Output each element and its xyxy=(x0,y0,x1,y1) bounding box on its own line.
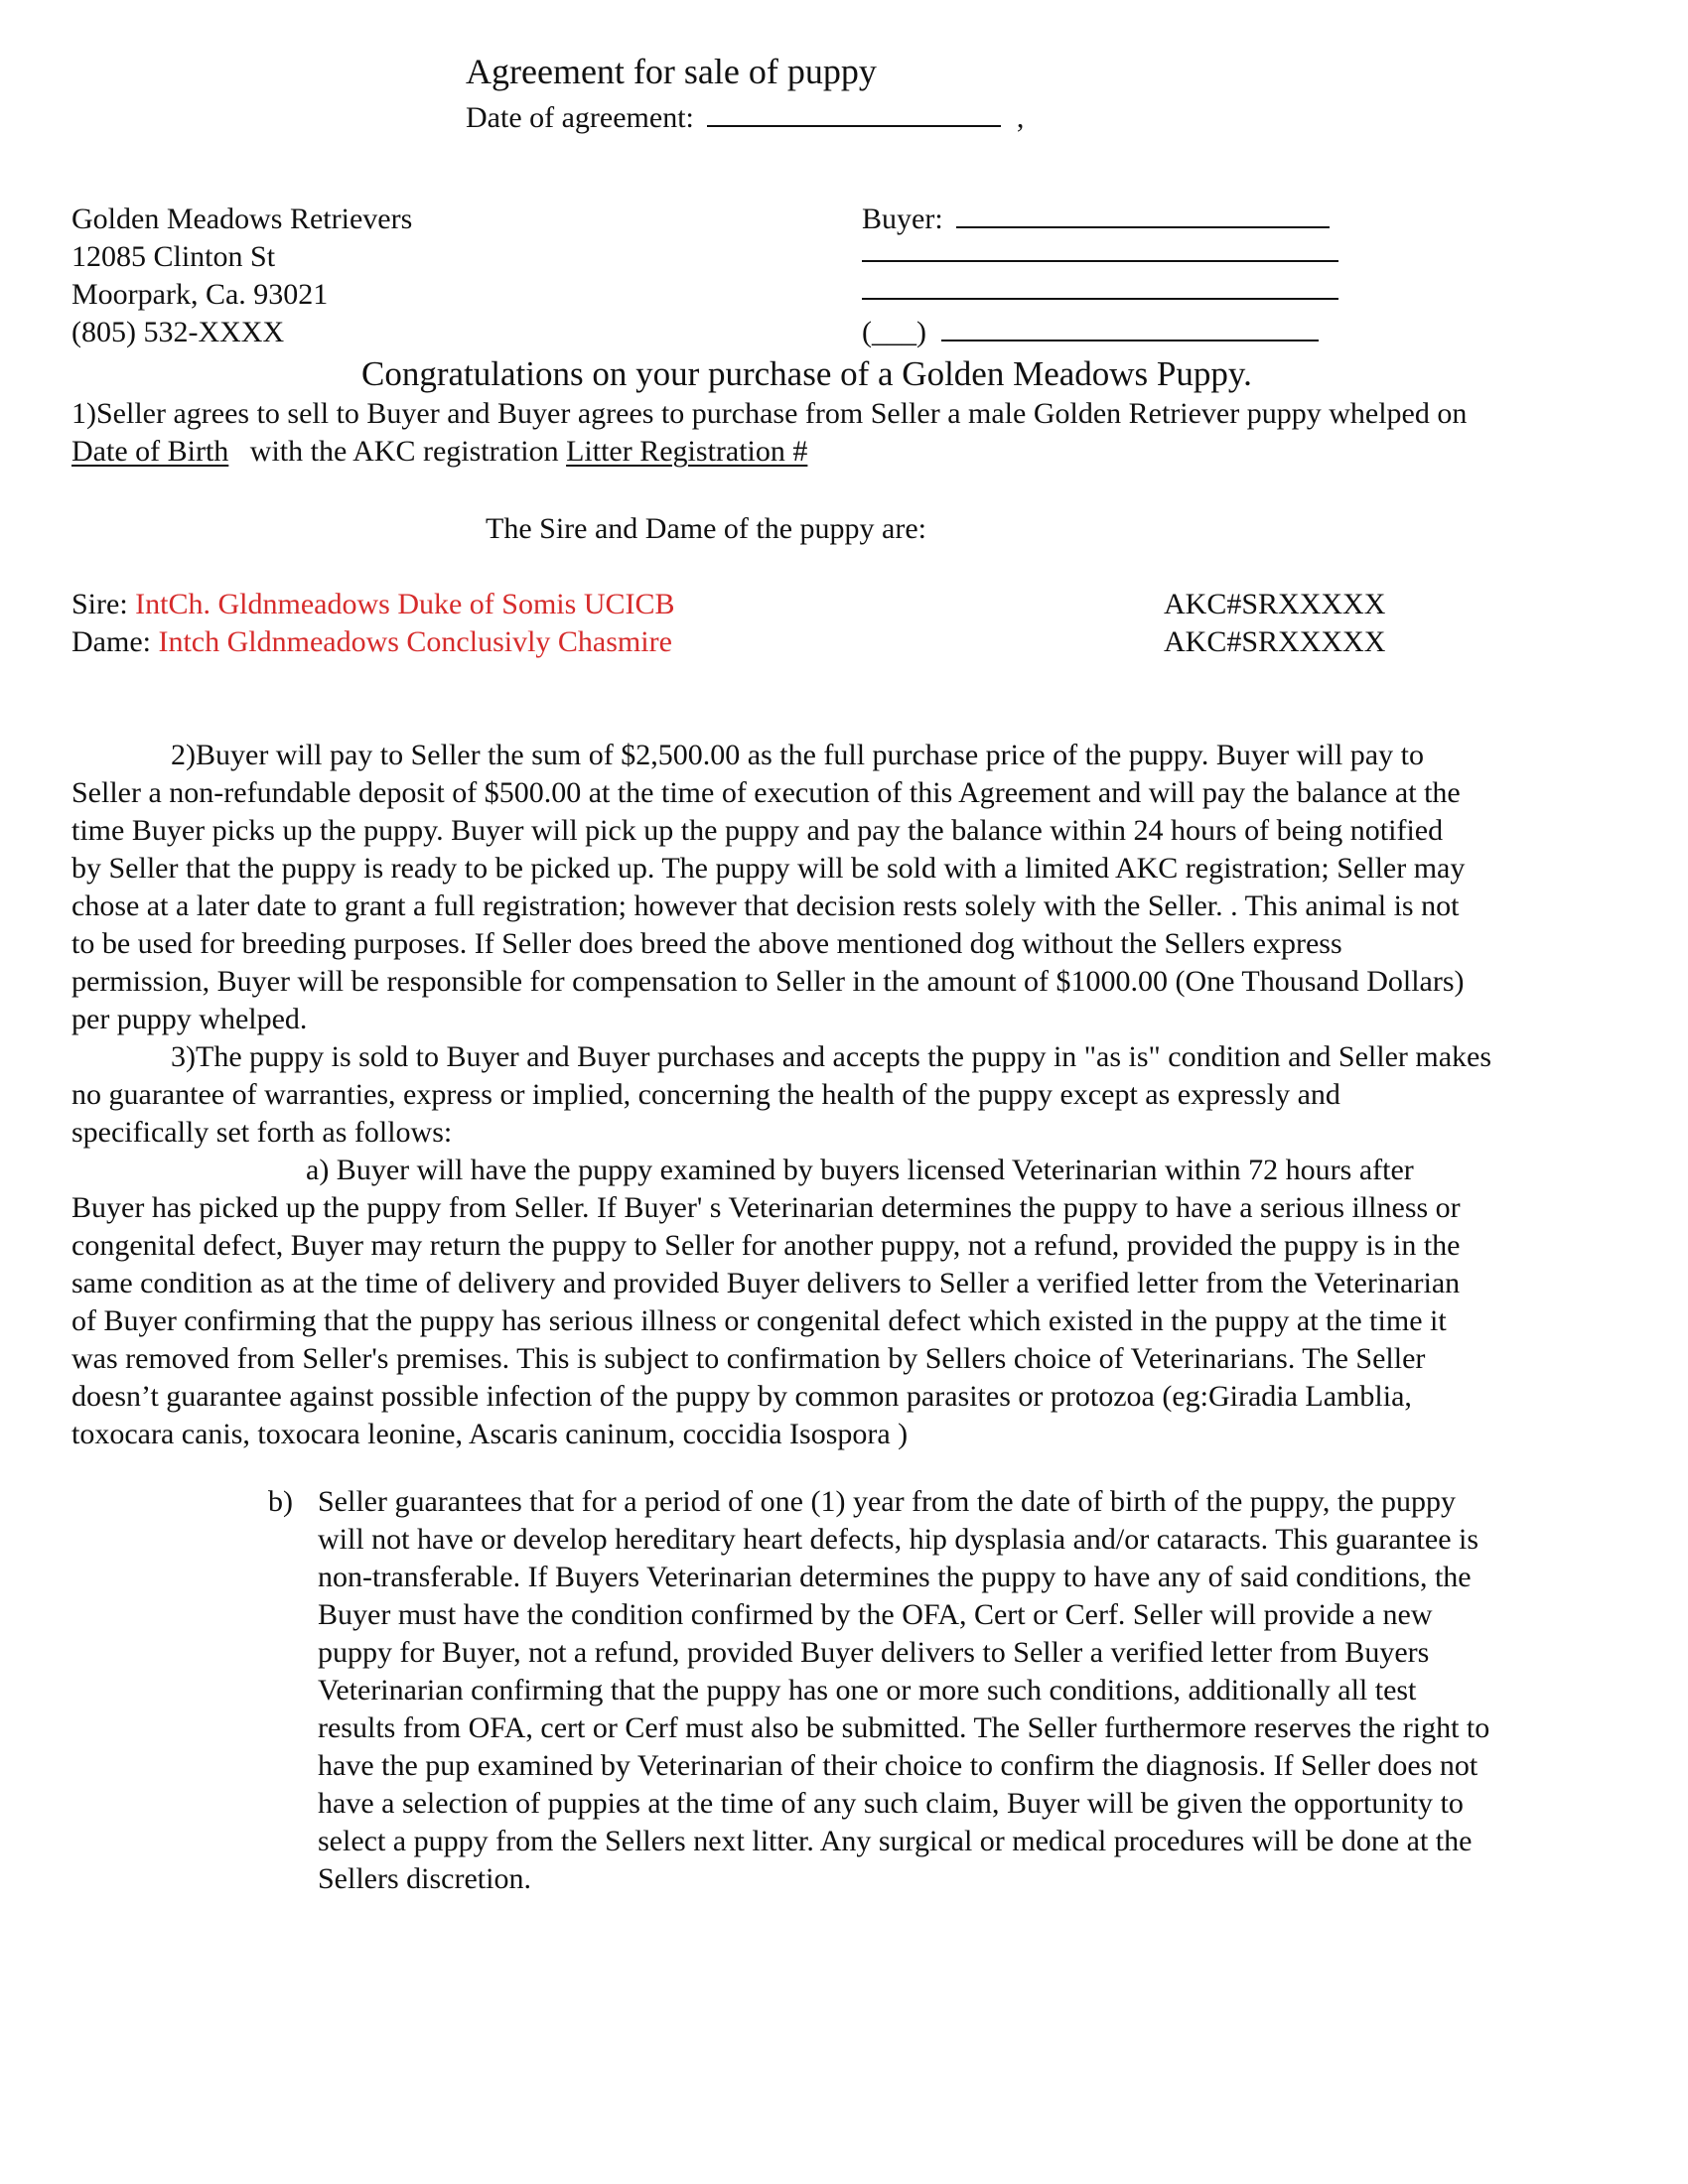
clause-2-line: time Buyer picks up the puppy. Buyer will pick up the puppy and pay the balance within 24 hours of being notified xyxy=(71,814,1444,847)
clause-3b-line: non-transferable. If Buyers Veterinarian determines the puppy to have any of said conditions, the xyxy=(318,1561,1472,1593)
clause-3-line: no guarantee of warranties, express or implied, concerning the health of the puppy except as expressly and xyxy=(71,1078,1340,1111)
buyer-address-blank-2[interactable] xyxy=(862,272,1338,300)
sire-dame-heading: The Sire and Dame of the puppy are: xyxy=(486,512,927,545)
clause-3a-line: doesn’t guarantee against possible infection of the puppy by common parasites or protozoa (eg:Giradia Lamblia, xyxy=(71,1380,1412,1413)
clause-3 xyxy=(71,1038,1491,1152)
buyer-phone-line xyxy=(862,314,1319,351)
clause-3b-line: Veterinarian confirming that the puppy has one or more such conditions, additionally all test xyxy=(318,1674,1417,1706)
dame-row xyxy=(71,623,672,661)
clause-3b-line: Buyer must have the condition confirmed by the OFA, Cert or Cerf. Seller will provide a new xyxy=(318,1598,1433,1631)
clause-2-line: 2)Buyer will pay to Seller the sum of $2,500.00 as the full purchase price of the puppy. Buyer will pay to xyxy=(171,739,1424,771)
clause-3a-line: of Buyer confirming that the puppy has serious illness or congenital defect which existed in the puppy at the time it xyxy=(71,1304,1447,1337)
buyer-name-blank[interactable] xyxy=(956,201,1330,228)
date-label: Date of agreement: xyxy=(466,101,694,134)
buyer-phone-prefix: (___) xyxy=(862,316,926,348)
clause-3b-marker: b) xyxy=(268,1485,293,1518)
buyer-address-blank-1[interactable] xyxy=(862,234,1338,262)
sire-akc-number: AKC#SRXXXXX xyxy=(1164,588,1386,620)
buyer-line xyxy=(862,201,1330,238)
clause-3b-line: results from OFA, cert or Cerf must also be submitted. The Seller furthermore reserves the right to xyxy=(318,1711,1490,1744)
clause-3-line: specifically set forth as follows: xyxy=(71,1116,453,1149)
clause-3a-line: was removed from Seller's premises. This is subject to confirmation by Sellers choice of Veterinarians. The Seller xyxy=(71,1342,1426,1375)
clause-2-line: per puppy whelped. xyxy=(71,1003,308,1035)
clause-2-line: Seller a non-refundable deposit of $500.00 at the time of execution of this Agreement and will pay the balance at the xyxy=(71,776,1461,809)
clause-3a-line: congenital defect, Buyer may return the puppy to Seller for another puppy, not a refund, provided the puppy is in the xyxy=(71,1229,1461,1262)
clause-1-line-1: 1)Seller agrees to sell to Buyer and Buyer agrees to purchase from Seller a male Golden Retriever puppy whelped on xyxy=(71,397,1468,430)
clause-3b-line: Seller guarantees that for a period of one (1) year from the date of birth of the puppy, the puppy xyxy=(318,1485,1456,1518)
clause-3b xyxy=(318,1483,1489,1898)
dame-label: Dame: xyxy=(71,625,151,658)
sire-name: IntCh. Gldnmeadows Duke of Somis UCICB xyxy=(135,588,675,620)
clause-3a-line: Buyer has picked up the puppy from Seller. If Buyer' s Veterinarian determines the puppy to have a serious illness or xyxy=(71,1191,1461,1224)
dame-akc-number: AKC#SRXXXXX xyxy=(1164,625,1386,658)
clause-3a xyxy=(71,1152,1461,1453)
clause-2-line: to be used for breeding purposes. If Seller does breed the above mentioned dog without the Sellers express xyxy=(71,927,1342,960)
clause-3b-line: have a selection of puppies at the time of any such claim, Buyer will be given the opportunity to xyxy=(318,1787,1464,1820)
clause-2-line: chose at a later date to grant a full registration; however that decision rests solely with the Seller. . This animal is not xyxy=(71,889,1460,922)
date-of-birth-field[interactable]: Date of Birth xyxy=(71,435,229,468)
buyer-phone-blank[interactable] xyxy=(941,314,1319,341)
clause-3a-line: toxocara canis, toxocara leonine, Ascaris caninum, coccidia Isospora ) xyxy=(71,1418,909,1450)
dame-name: Intch Gldnmeadows Conclusivly Chasmire xyxy=(158,625,672,658)
clause-3b-line: Sellers discretion. xyxy=(318,1862,531,1895)
clause-2 xyxy=(71,737,1465,1038)
clause-3b-line: select a puppy from the Sellers next litter. Any surgical or medical procedures will be done at the xyxy=(318,1825,1473,1857)
seller-street: 12085 Clinton St xyxy=(71,240,276,273)
clause-3b-line: puppy for Buyer, not a refund, provided Buyer delivers to Seller a verified letter from Buyers xyxy=(318,1636,1430,1669)
sire-row xyxy=(71,586,675,623)
seller-name: Golden Meadows Retrievers xyxy=(71,203,413,235)
litter-registration-field[interactable]: Litter Registration # xyxy=(566,435,808,468)
buyer-label: Buyer: xyxy=(862,203,943,235)
sire-label: Sire: xyxy=(71,588,128,620)
seller-city: Moorpark, Ca. 93021 xyxy=(71,278,329,311)
date-blank[interactable] xyxy=(707,99,1001,127)
clause-3a-line: same condition as at the time of delivery and provided Buyer delivers to Seller a verified letter from the Veterinarian xyxy=(71,1267,1461,1299)
document-title: Agreement for sale of puppy xyxy=(466,52,877,91)
date-of-agreement-line: Date of agreement: , xyxy=(466,101,1025,134)
clause-3b-line: will not have or develop hereditary heart defects, hip dysplasia and/or cataracts. This guarantee is xyxy=(318,1523,1479,1556)
clause-3a-line: a) Buyer will have the puppy examined by buyers licensed Veterinarian within 72 hours after xyxy=(306,1154,1414,1186)
clause-1-line-2: Date of Birth with the AKC registration Litter Registration # xyxy=(71,435,808,468)
clause-3b-line: have the pup examined by Veterinarian of their choice to confirm the diagnosis. If Seller does not xyxy=(318,1749,1478,1782)
clause-2-line: by Seller that the puppy is ready to be picked up. The puppy will be sold with a limited AKC registration; Seller may xyxy=(71,852,1466,885)
clause-3-line: 3)The puppy is sold to Buyer and Buyer purchases and accepts the puppy in "as is" condition and Seller makes xyxy=(171,1040,1492,1073)
clause-2-line: permission, Buyer will be responsible for compensation to Seller in the amount of $1000.00 (One Thousand Dollars) xyxy=(71,965,1465,998)
congratulations-heading: Congratulations on your purchase of a Golden Meadows Puppy. xyxy=(361,354,1252,393)
seller-phone: (805) 532-XXXX xyxy=(71,316,285,348)
